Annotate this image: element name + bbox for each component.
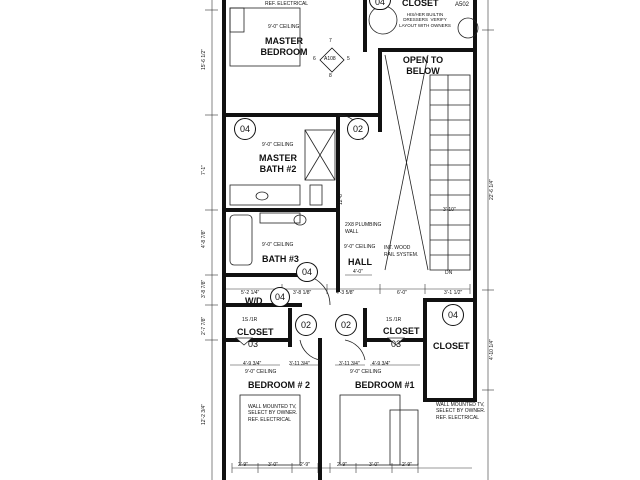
dim-4-9-left: 4'-9 3/4"	[243, 361, 262, 367]
dim-3-8: 3'-8 7/8"	[201, 279, 207, 298]
dim-3-10: 3'-10"	[443, 207, 456, 213]
tag-04-bath: 04	[234, 118, 256, 140]
room-open-to-below: OPEN TO BELOW	[402, 55, 444, 77]
dim-3-11-right: 3'-11 3/4"	[339, 361, 360, 367]
note-ref-electrical-top: REF. ELECTRICAL	[265, 1, 309, 7]
note-shelf-left: 1S /1R	[242, 317, 258, 323]
room-bedroom-2: BEDROOM # 2	[248, 380, 311, 390]
note-ceiling-bed1: 9'-0" CEILING	[350, 369, 382, 375]
dim-3-1: 3'-1 1/2"	[444, 290, 463, 296]
note-plumbing-wall: 2X8 PLUMBING WALL	[345, 222, 382, 235]
note-shelf-right: 1S /1R	[386, 317, 402, 323]
tag-02-left: 02	[295, 314, 317, 336]
tag-03-right: 03	[390, 338, 401, 349]
tag-04-bath3: 04	[296, 262, 318, 282]
dim-4-9-right: 4'-9 3/4"	[372, 361, 391, 367]
tag-04-right: 04	[442, 304, 464, 326]
note-rail-system: INT. WOOD RAIL SYSTEM.	[384, 245, 419, 258]
room-closet-left: CLOSET	[237, 327, 274, 337]
dim-12-8: 12'-8"	[338, 192, 344, 205]
tag-02-bath: 02	[347, 118, 369, 140]
note-dn: DN	[445, 270, 453, 276]
elev-5: 5	[347, 56, 350, 62]
room-bedroom-1: BEDROOM #1	[355, 380, 415, 390]
tag-02-right: 02	[335, 314, 357, 336]
note-ceiling-bath2: 9'-0" CEILING	[262, 142, 294, 148]
dim-bottom-2-9d: 2'-9"	[402, 462, 412, 468]
note-tv-right: WALL MOUNTED TV, SELECT BY OWNER. REF. ELECTRICAL	[436, 402, 486, 421]
dim-4-8: 4'-8 7/8"	[201, 229, 207, 248]
note-tv-bed2: WALL MOUNTED TV, SELECT BY OWNER. REF. ELECTRICAL	[248, 404, 298, 423]
tag-a502: A502	[455, 2, 470, 8]
note-builtin-dressers: HIS/HER BUILTIN DRESSERS VERIFY LAYOUT WITH OWNERS	[399, 12, 451, 28]
tag-04-wd: 04	[270, 287, 290, 307]
dim-bottom-3-0b: 3'-0"	[369, 462, 379, 468]
dim-3-11-left: 3'-11 3/4"	[289, 361, 310, 367]
elev-7: 7	[329, 38, 332, 44]
room-closet-right: CLOSET	[383, 326, 420, 336]
tag-a108: A108	[324, 56, 336, 62]
dim-12-2: 12'-2 3/4"	[201, 403, 207, 425]
note-ceiling-bed2: 9'-0" CEILING	[245, 369, 277, 375]
dim-5-2: 5'-2 1/4"	[241, 290, 260, 296]
dim-6-0: 6'-0"	[397, 290, 407, 296]
room-closet-top: CLOSET	[402, 0, 439, 8]
dim-22-6: 22'-6 1/4"	[489, 178, 495, 200]
dim-bottom-2-9b: 2'-9"	[300, 462, 310, 468]
dim-2-7: 2'-7 7/8"	[201, 316, 207, 335]
note-ceiling-master: 9'-0" CEILING	[268, 24, 300, 30]
room-hall: HALL	[348, 257, 372, 267]
dim-4-10: 4'-10 1/4"	[489, 338, 495, 360]
dim-bottom-2-9a: 2'-9"	[238, 462, 248, 468]
elev-8: 8	[329, 73, 332, 79]
dim-3-8b: 3'-8 1/8"	[293, 290, 312, 296]
dim-bottom-3-0a: 3'-0"	[268, 462, 278, 468]
tag-04-top: 04	[369, 0, 391, 10]
tag-03-left: 03	[247, 338, 258, 349]
note-ceiling-bath3: 9'-0" CEILING	[262, 242, 294, 248]
room-master-bedroom: MASTER BEDROOM	[260, 36, 308, 58]
dim-4-0: 4'-0"	[353, 269, 363, 275]
dim-4-3: 4'-3 5/8"	[336, 290, 355, 296]
room-master-bath: MASTER BATH #2	[259, 153, 297, 175]
dim-15-6: 15'-6 1/2"	[201, 48, 207, 70]
room-bath-3: BATH #3	[262, 254, 299, 264]
dim-7-1: 7'-1"	[201, 165, 207, 175]
elev-6: 6	[313, 56, 316, 62]
note-ceiling-hall: 9'-0" CEILING	[344, 244, 376, 250]
room-wd: W/D	[245, 296, 263, 306]
dim-bottom-2-9c: 2'-9"	[337, 462, 347, 468]
room-closet-far-right: CLOSET	[433, 341, 470, 351]
